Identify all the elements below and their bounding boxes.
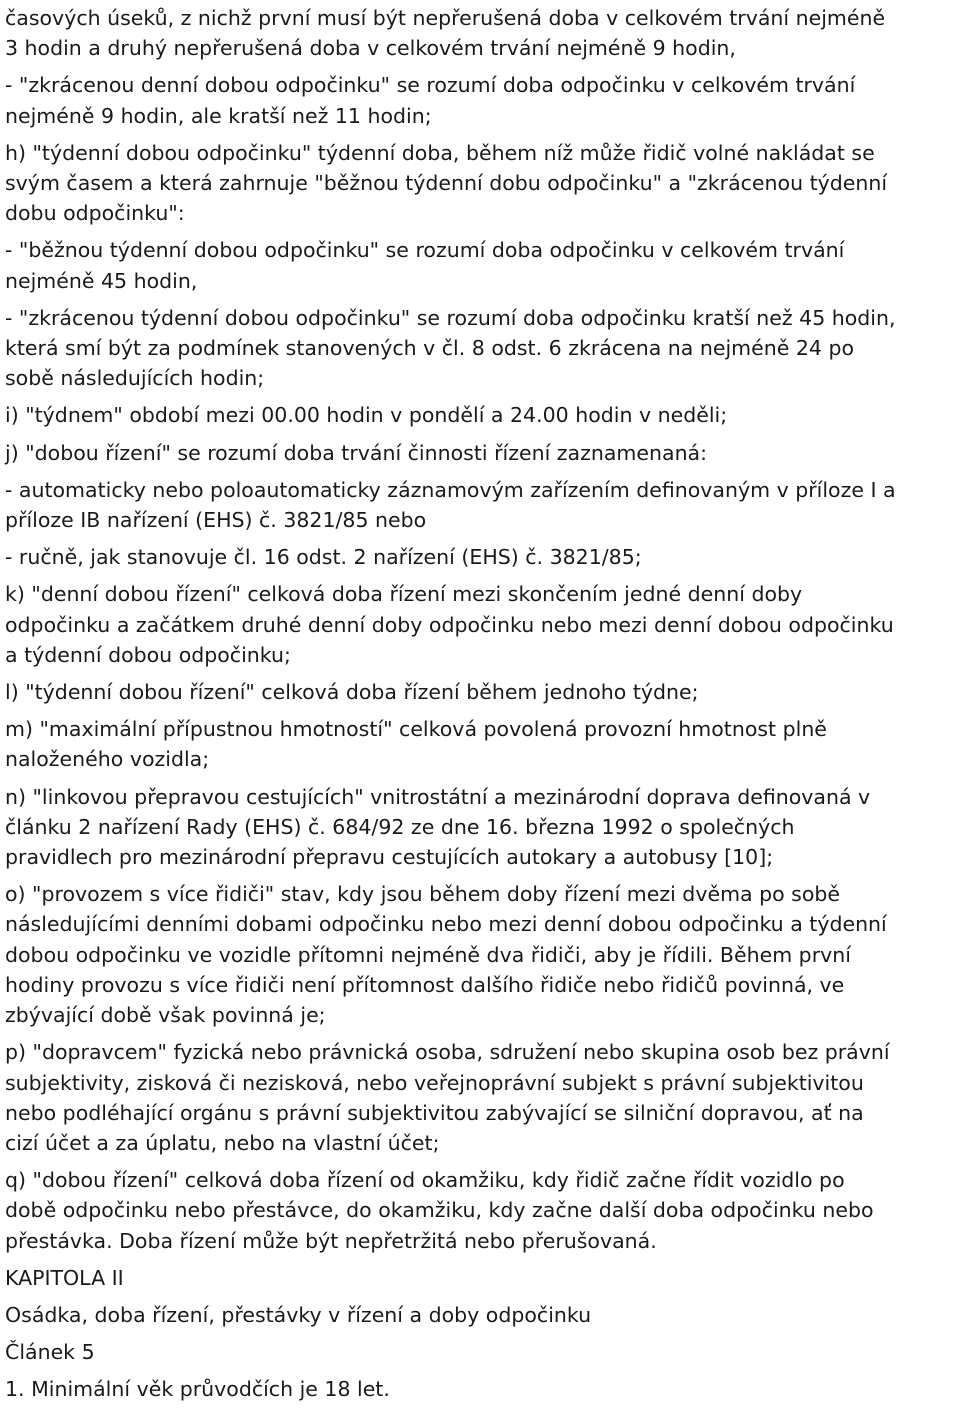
text-line: - "zkrácenou denní dobou odpočinku" se rozumí doba odpočinku v celkovém trvání [5, 73, 856, 98]
text-line: q) "dobou řízení" celková doba řízení od okamžiku, kdy řidič začne řídit vozidlo po [5, 1168, 845, 1193]
paragraph-automatic-recording [5, 475, 957, 535]
paragraph-reduced-weekly-rest [5, 303, 957, 394]
paragraph-q-driving-period [5, 1165, 957, 1256]
paragraph-regular-weekly-rest [5, 235, 957, 295]
text-line: nebo podléhající orgánu s právní subjektivitou zabývající se silniční dopravou, ať na [5, 1100, 864, 1125]
text-line: h) "týdenní dobou odpočinku" týdenní doba, během níž může řidič volné nakládat se [5, 140, 875, 165]
document-page [5, 3, 957, 1412]
text-line: Článek 5 [5, 1340, 95, 1365]
text-line: sobě následujících hodin; [5, 366, 265, 391]
text-line: j) "dobou řízení" se rozumí doba trvání činnosti řízení zaznamenaná: [5, 440, 708, 465]
text-line: - "zkrácenou týdenní dobou odpočinku" se rozumí doba odpočinku kratší než 45 hodin, [5, 305, 896, 330]
paragraph-h-weekly-rest [5, 138, 957, 229]
text-line: o) "provozem s více řidiči" stav, kdy jsou během doby řízení mezi dvěma po sobě [5, 882, 841, 907]
paragraph-n-regular-services [5, 782, 957, 873]
paragraph-o-multi-manning [5, 879, 957, 1030]
paragraph-manual-recording [5, 542, 957, 572]
text-line: následujícími denními dobami odpočinku nebo mezi denní dobou odpočinku a týdenní [5, 912, 887, 937]
paragraph-minimum-age [5, 1374, 957, 1404]
paragraph-l-weekly-driving [5, 677, 957, 707]
text-line: Osádka, doba řízení, přestávky v řízení a doby odpočinku [5, 1302, 592, 1327]
text-line: svým časem a která zahrnuje "běžnou týdenní dobu odpočinku" a "zkrácenou týdenní [5, 171, 888, 196]
paragraph-reduced-daily-rest [5, 70, 957, 130]
text-line: m) "maximální přípustnou hmotností" celková povolená provozní hmotnost plně [5, 717, 827, 742]
text-line: přestávka. Doba řízení může být nepřetržitá nebo přerušovaná. [5, 1228, 657, 1253]
paragraph-rest-period-split [5, 3, 957, 63]
text-line: a týdenní dobou odpočinku; [5, 642, 291, 667]
text-line: dobou odpočinku ve vozidle přítomni nejméně dva řidiči, aby je řídili. Během první [5, 942, 851, 967]
paragraph-k-daily-driving [5, 579, 957, 670]
chapter-title [5, 1300, 957, 1330]
text-line: příloze IB nařízení (EHS) č. 3821/85 nebo [5, 508, 427, 533]
text-line: n) "linkovou přepravou cestujících" vnitrostátní a mezinárodní doprava definovaná v [5, 784, 871, 809]
text-line: pravidlech pro mezinárodní přepravu cestujících autokary a autobusy [10]; [5, 845, 774, 870]
text-line: naloženého vozidla; [5, 747, 210, 772]
text-line: době odpočinku nebo přestávce, do okamžiku, kdy začne další doba odpočinku nebo [5, 1198, 874, 1223]
text-line: - automaticky nebo poloautomaticky záznamovým zařízením definovaným v příloze I a [5, 477, 896, 502]
paragraph-p-carrier [5, 1037, 957, 1158]
text-line: hodiny provozu s více řidiči není přítomnost dalšího řidiče nebo řidičů povinná, ve [5, 972, 845, 997]
text-line: odpočinku a začátkem druhé denní doby odpočinku nebo mezi denní dobou odpočinku [5, 612, 894, 637]
text-line: k) "denní dobou řízení" celková doba řízení mezi skončením jedné denní doby [5, 582, 803, 607]
text-line: která smí být za podmínek stanovených v čl. 8 odst. 6 zkrácena na nejméně 24 po [5, 336, 854, 361]
chapter-heading [5, 1263, 957, 1293]
text-line: časových úseků, z nichž první musí být nepřerušená doba v celkovém trvání nejméně [5, 6, 886, 30]
text-line: i) "týdnem" období mezi 00.00 hodin v pondělí a 24.00 hodin v neděli; [5, 403, 728, 428]
text-line: 1. Minimální věk průvodčích je 18 let. [5, 1377, 390, 1402]
paragraph-m-max-weight [5, 714, 957, 774]
text-line: subjektivity, zisková či nezisková, nebo veřejnoprávní subjekt s právní subjektivitou [5, 1070, 864, 1095]
text-line: zbývající době však povinná je; [5, 1003, 326, 1028]
article-heading [5, 1337, 957, 1367]
paragraph-i-week [5, 400, 957, 430]
text-line: nejméně 9 hodin, ale kratší než 11 hodin; [5, 103, 432, 128]
text-line: 3 hodin a druhý nepřerušená doba v celkovém trvání nejméně 9 hodin, [5, 36, 736, 61]
text-line: - "běžnou týdenní dobou odpočinku" se rozumí doba odpočinku v celkovém trvání [5, 238, 845, 263]
text-line: - ručně, jak stanovuje čl. 16 odst. 2 nařízení (EHS) č. 3821/85; [5, 545, 642, 570]
text-line: l) "týdenní dobou řízení" celková doba řízení během jednoho týdne; [5, 680, 699, 705]
text-line: p) "dopravcem" fyzická nebo právnická osoba, sdružení nebo skupina osob bez právní [5, 1040, 890, 1065]
text-line: dobu odpočinku": [5, 201, 185, 226]
text-line: článku 2 nařízení Rady (EHS) č. 684/92 ze dne 16. března 1992 o společných [5, 814, 795, 839]
text-line: nejméně 45 hodin, [5, 268, 198, 293]
text-line: cizí účet a za úplatu, nebo na vlastní účet; [5, 1130, 440, 1155]
text-line: KAPITOLA II [5, 1265, 124, 1290]
paragraph-j-driving-time [5, 438, 957, 468]
